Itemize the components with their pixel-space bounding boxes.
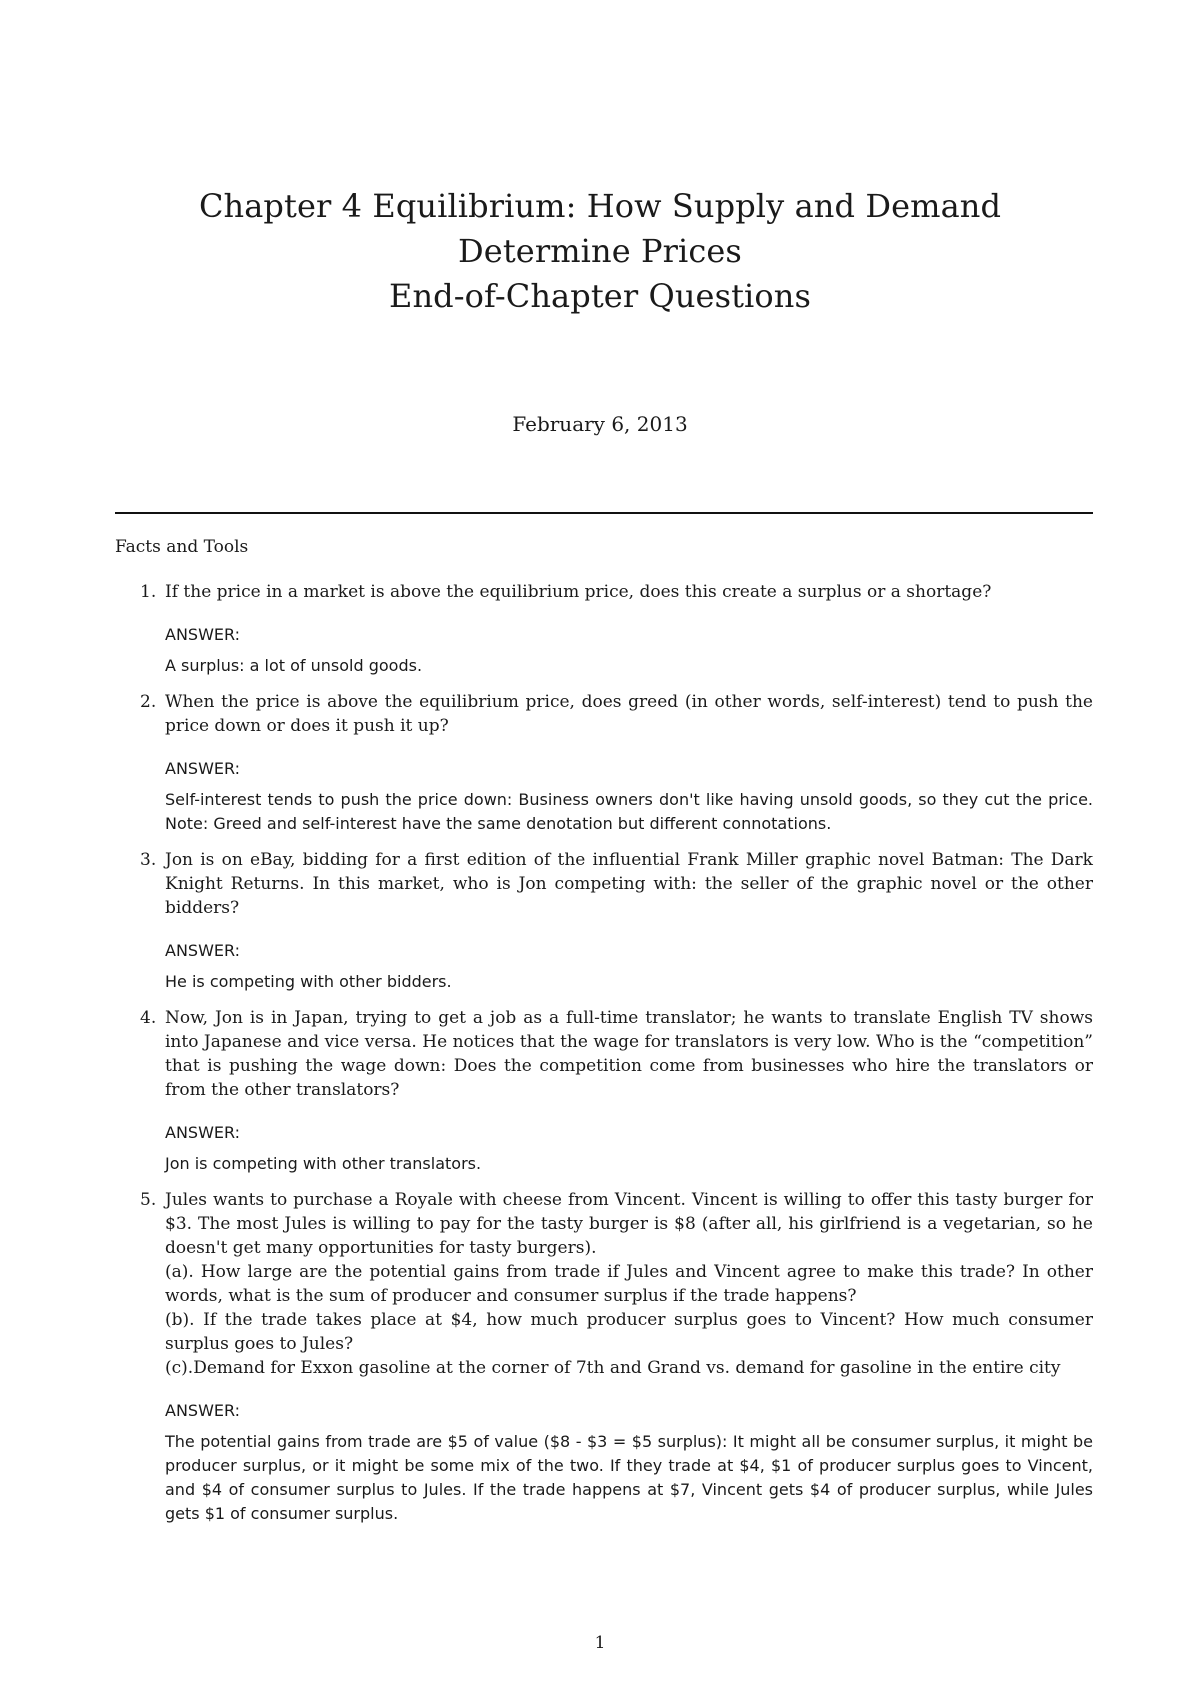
answer-text: Self-interest tends to push the price down: Business owners don't like having unsold goods, so they cut the price. Note: Greed and self-interest have the same denotation but different connotations. (165, 790, 1093, 833)
answer-text: He is competing with other bidders. (165, 972, 452, 991)
document-date: February 6, 2013 (512, 412, 688, 436)
answer-label: ANSWER: (165, 759, 241, 778)
question-item (140, 690, 1093, 836)
question-paragraph: Now, Jon is in Japan, trying to get a job as a full-time translator; he wants to translate English TV shows into Japanese and vice versa. He notices that the wage for translators is very low. Who is the “competition” that is pushing the wage down: Does the competition come from businesses who hire the translators or from the other translators? (165, 1008, 1093, 1100)
page-number: 1 (594, 1633, 606, 1653)
answer-label: ANSWER: (165, 1401, 241, 1420)
answer-label: ANSWER: (165, 625, 241, 644)
question-number: 3. (140, 850, 157, 870)
question-item (140, 580, 1093, 678)
question-text (165, 580, 1093, 604)
question-item (140, 1188, 1093, 1526)
section-heading: Facts and Tools (115, 537, 249, 557)
answer-text: Jon is competing with other translators. (165, 1154, 482, 1173)
title-line-3: End-of-Chapter Questions (389, 277, 811, 315)
document-title (100, 184, 1100, 319)
question-number: 2. (140, 692, 157, 712)
question-part-b: (b). If the trade takes place at $4, how much producer surplus goes to Vincent? How much consumer surplus goes to Jules? (165, 1310, 1093, 1354)
answer-label: ANSWER: (165, 941, 241, 960)
question-text (165, 1006, 1093, 1102)
question-number: 5. (140, 1190, 157, 1210)
question-text (165, 848, 1093, 920)
answer-text: A surplus: a lot of unsold goods. (165, 656, 423, 675)
question-text (165, 1188, 1093, 1380)
question-paragraph: If the price in a market is above the equilibrium price, does this create a surplus or a shortage? (165, 582, 992, 602)
title-line-1: Chapter 4 Equilibrium: How Supply and Demand (198, 187, 1002, 225)
answer-label: ANSWER: (165, 1123, 241, 1142)
question-text (165, 690, 1093, 738)
question-item (140, 848, 1093, 994)
question-paragraph: Jules wants to purchase a Royale with cheese from Vincent. Vincent is willing to offer this tasty burger for $3. The most Jules is willing to pay for the tasty burger is $8 (after all, his girlfriend is a vegetarian, so he doesn't get many opportunities for tasty burgers). (165, 1190, 1093, 1258)
question-number: 4. (140, 1008, 157, 1028)
question-part-a: (a). How large are the potential gains from trade if Jules and Vincent agree to make this trade? In other words, what is the sum of producer and consumer surplus if the trade happens? (165, 1262, 1093, 1306)
answer-text: The potential gains from trade are $5 of value ($8 - $3 = $5 surplus): It might all be consumer surplus, it might be producer surplus, or it might be some mix of the two. If they trade at $4, $1 of producer surplus goes to Vincent, and $4 of consumer surplus to Jules. If the trade happens at $7, Vincent gets $4 of producer surplus, while Jules gets $1 of consumer surplus. (165, 1432, 1093, 1523)
horizontal-rule (115, 512, 1093, 514)
question-paragraph: Jon is on eBay, bidding for a first edition of the influential Frank Miller graphic novel Batman: The Dark Knight Returns. In this market, who is Jon competing with: the seller of the graphic novel or the other bidders? (165, 850, 1093, 918)
title-line-2: Determine Prices (458, 232, 742, 270)
question-paragraph: When the price is above the equilibrium price, does greed (in other words, self-interest) tend to push the price down or does it push it up? (165, 692, 1093, 736)
question-list (140, 580, 1093, 1538)
question-item (140, 1006, 1093, 1176)
question-part-c: (c).Demand for Exxon gasoline at the corner of 7th and Grand vs. demand for gasoline in the entire city (165, 1358, 1061, 1378)
question-number: 1. (140, 582, 157, 602)
